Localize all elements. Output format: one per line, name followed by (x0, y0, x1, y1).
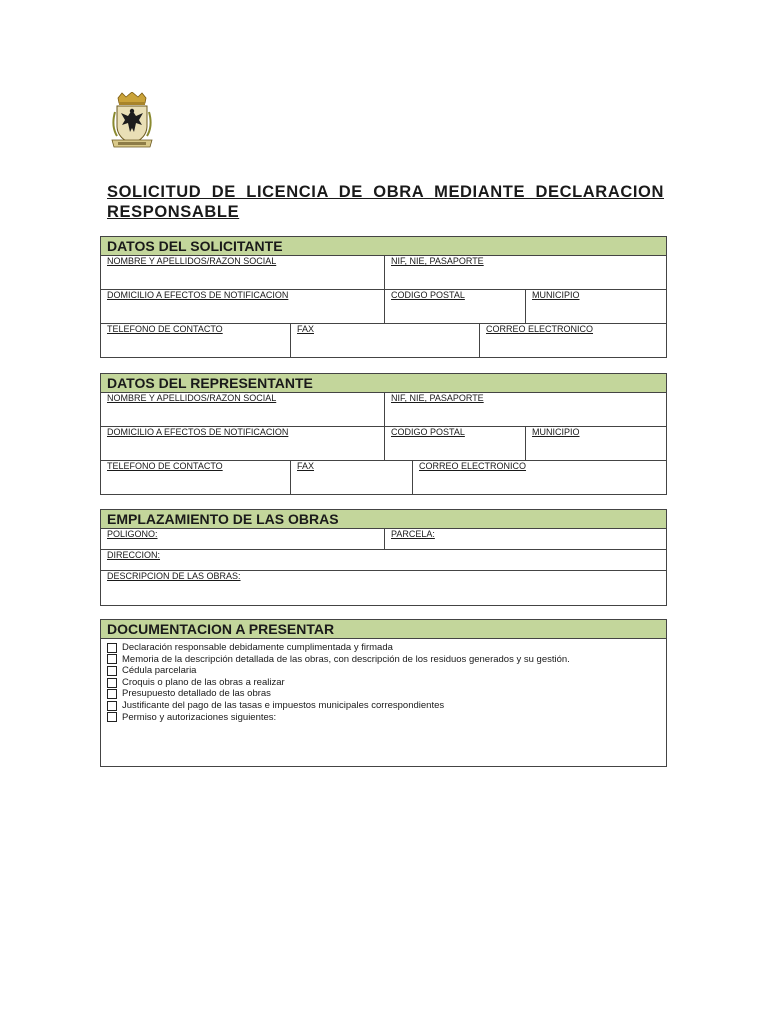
checklist-item: Memoria de la descripción detallada de las obras, con descripción de los residuos generados y su gestión. (107, 654, 666, 666)
nif-field[interactable]: NIF, NIE, PASAPORTE (384, 393, 666, 426)
checkbox[interactable] (107, 701, 117, 711)
checkbox[interactable] (107, 666, 117, 676)
section-heading: DATOS DEL SOLICITANTE (101, 237, 666, 256)
checklist-item: Cédula parcelaria (107, 665, 666, 677)
section-heading: DATOS DEL REPRESENTANTE (101, 374, 666, 393)
solicitante-section (100, 236, 667, 358)
fax-field[interactable]: FAX (290, 324, 479, 357)
descripcion-field[interactable]: DESCRIPCION DE LAS OBRAS: (107, 571, 241, 581)
checkbox[interactable] (107, 712, 117, 722)
section-heading: DOCUMENTACION A PRESENTAR (101, 620, 666, 639)
correo-field[interactable]: CORREO ELECTRONICO (412, 461, 666, 494)
poligono-field[interactable]: POLIGONO: (107, 529, 158, 539)
checkbox[interactable] (107, 643, 117, 653)
checkbox[interactable] (107, 678, 117, 688)
coat-of-arms-logo (108, 92, 156, 152)
municipio-field[interactable]: MUNICIPIO (525, 290, 666, 323)
coat-of-arms-icon (108, 92, 156, 152)
codigo-postal-field[interactable]: CODIGO POSTAL (384, 427, 525, 460)
parcela-field[interactable]: PARCELA: (384, 529, 666, 549)
section-heading: EMPLAZAMIENTO DE LAS OBRAS (101, 510, 666, 529)
checklist-item: Declaración responsable debidamente cumplimentada y firmada (107, 642, 666, 654)
emplazamiento-section (100, 509, 667, 606)
fax-field[interactable]: FAX (290, 461, 412, 494)
checklist-item: Croquis o plano de las obras a realizar (107, 677, 666, 689)
domicilio-field[interactable]: DOMICILIO A EFECTOS DE NOTIFICACION (107, 290, 289, 300)
checkbox[interactable] (107, 654, 117, 664)
municipio-field[interactable]: MUNICIPIO (525, 427, 666, 460)
checklist (101, 639, 666, 723)
telefono-field[interactable]: TELEFONO DE CONTACTO (107, 461, 223, 471)
domicilio-field[interactable]: DOMICILIO A EFECTOS DE NOTIFICACION (107, 427, 289, 437)
checklist-item: Presupuesto detallado de las obras (107, 688, 666, 700)
checklist-item: Justificante del pago de las tasas e impuestos municipales correspondientes (107, 700, 666, 712)
nombre-field[interactable]: NOMBRE Y APELLIDOS/RAZON SOCIAL (107, 256, 277, 266)
checkbox[interactable] (107, 689, 117, 699)
documentacion-section (100, 619, 667, 767)
checklist-item: Permiso y autorizaciones siguientes: (107, 712, 666, 724)
form-title: SOLICITUD DE LICENCIA DE OBRA MEDIANTE DECLARACION RESPONSABLE (107, 183, 664, 221)
telefono-field[interactable]: TELEFONO DE CONTACTO (107, 324, 223, 334)
codigo-postal-field[interactable]: CODIGO POSTAL (384, 290, 525, 323)
nombre-field[interactable]: NOMBRE Y APELLIDOS/RAZON SOCIAL (107, 393, 277, 403)
representante-section (100, 373, 667, 495)
nif-field[interactable]: NIF, NIE, PASAPORTE (384, 256, 666, 289)
correo-field[interactable]: CORREO ELECTRONICO (479, 324, 666, 357)
direccion-field[interactable]: DIRECCION: (107, 550, 161, 560)
